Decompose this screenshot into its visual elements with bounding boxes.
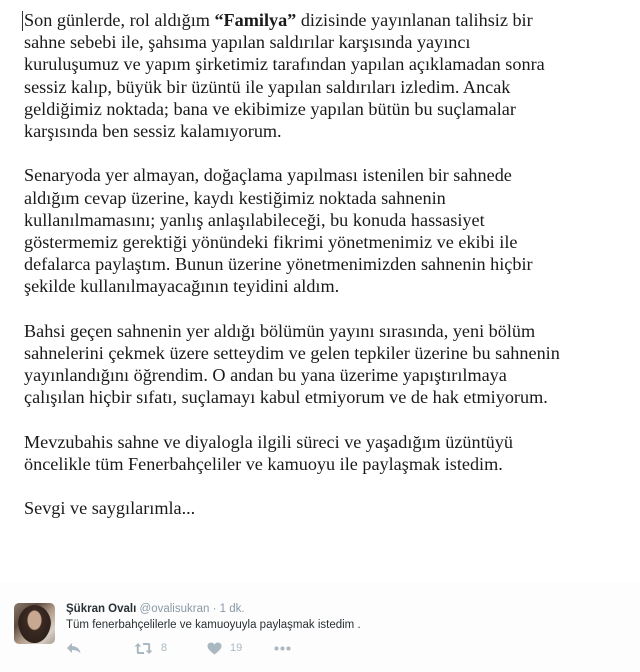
- statement-line: sessiz kalıp, büyük bir üzüntü ile yapılan saldırıları izledim. Ancak: [24, 76, 511, 97]
- text-cursor: [22, 11, 23, 31]
- tweet-timestamp[interactable]: 1 dk.: [219, 603, 245, 615]
- like-count: 19: [230, 642, 243, 654]
- statement-line: kullanılmamasını; yanlış anlaşılabileceği, bu konuda hassasiyet: [24, 209, 485, 230]
- retweet-icon: [134, 642, 153, 655]
- statement-line: sahnelerini çekmek üzere setteydim ve gelen tepkiler üzerine bu sahnenin: [24, 343, 560, 364]
- statement-signoff: Sevgi ve saygılarımla...: [24, 498, 196, 519]
- statement-line: defalarca paylaştım. Bunun üzerine yönetmenimizden sahnenin hiçbir: [24, 254, 533, 275]
- tweet-text: Tüm fenerbahçelilerle ve kamuoyuyla paylaşmak istedim .: [66, 619, 361, 631]
- statement-text: [24, 9, 634, 542]
- author-handle[interactable]: @ovalisukran: [139, 603, 210, 615]
- statement-line: göstermemiz gerektiği yönündeki fikrimi yönetmenimiz ve ekibi ile: [24, 232, 518, 253]
- statement-line: çalışılan hiçbir sıfatı, suçlamayı kabul etmiyorum ve de hak etmiyorum.: [24, 387, 548, 408]
- statement-line: Mevzubahis sahne ve diyalogla ilgili süreci ve yaşadığım üzüntüyü: [24, 431, 513, 452]
- statement-line: [24, 9, 634, 31]
- paragraph-4: [24, 431, 634, 475]
- tweet: [0, 582, 640, 672]
- statement-line: öncelikle tüm Fenerbahçeliler ve kamuoyu ile paylaşmak istedim.: [24, 454, 503, 475]
- retweet-count: 8: [161, 642, 168, 654]
- profile-photo-icon: [18, 605, 51, 643]
- reply-button[interactable]: [66, 639, 82, 657]
- paragraph-3: [24, 320, 634, 409]
- retweet-button[interactable]: [134, 639, 167, 657]
- statement-line: sahne sebebi ile, şahsıma yapılan saldırılar karşısında yayıncı: [24, 32, 471, 53]
- heart-icon: [207, 642, 222, 655]
- separator-dot: ·: [212, 603, 217, 615]
- tweet-actions: [66, 639, 366, 657]
- author-name[interactable]: Şükran Ovalı: [66, 603, 137, 615]
- reply-icon: [66, 641, 82, 655]
- statement-line: aldığım cevap üzerine, kaydı kestiğimiz noktada sahnenin: [24, 187, 446, 208]
- statement-line: karşısında ben sessiz kalamıyorum.: [24, 121, 282, 142]
- line-text: dizisinde yayınlanan talihsiz bir: [296, 10, 533, 30]
- show-title: “Familya”: [214, 10, 297, 30]
- statement-line: Bahsi geçen sahnenin yer aldığı bölümün yayını sırasında, yeni bölüm: [24, 320, 536, 341]
- tweet-content: [66, 602, 626, 633]
- more-button[interactable]: [274, 639, 291, 657]
- statement-line: yayınlandığını öğrendim. O andan bu yana üzerime yapıştırılmaya: [24, 365, 507, 386]
- line-text: Son günlerde, rol aldığım: [24, 10, 215, 30]
- more-dots-icon: [274, 646, 291, 651]
- statement-line: şekilde kullanılmayacağının teyidini aldım.: [24, 276, 340, 297]
- statement-line: kuruluşumuz ve yapım şirketimiz tarafından yapılan açıklamadan sonra: [24, 54, 545, 75]
- paragraph-1: [24, 9, 634, 142]
- paragraph-5: [24, 497, 634, 519]
- like-button[interactable]: [207, 639, 242, 657]
- paragraph-2: [24, 164, 634, 297]
- statement-line: geldiğimiz noktada; bana ve ekibimize yapılan bütün bu suçlamalar: [24, 98, 516, 119]
- statement-line: Senaryoda yer almayan, doğaçlama yapılması istenilen bir sahnede: [24, 165, 512, 186]
- avatar[interactable]: [14, 603, 55, 644]
- tweet-header: [66, 602, 626, 617]
